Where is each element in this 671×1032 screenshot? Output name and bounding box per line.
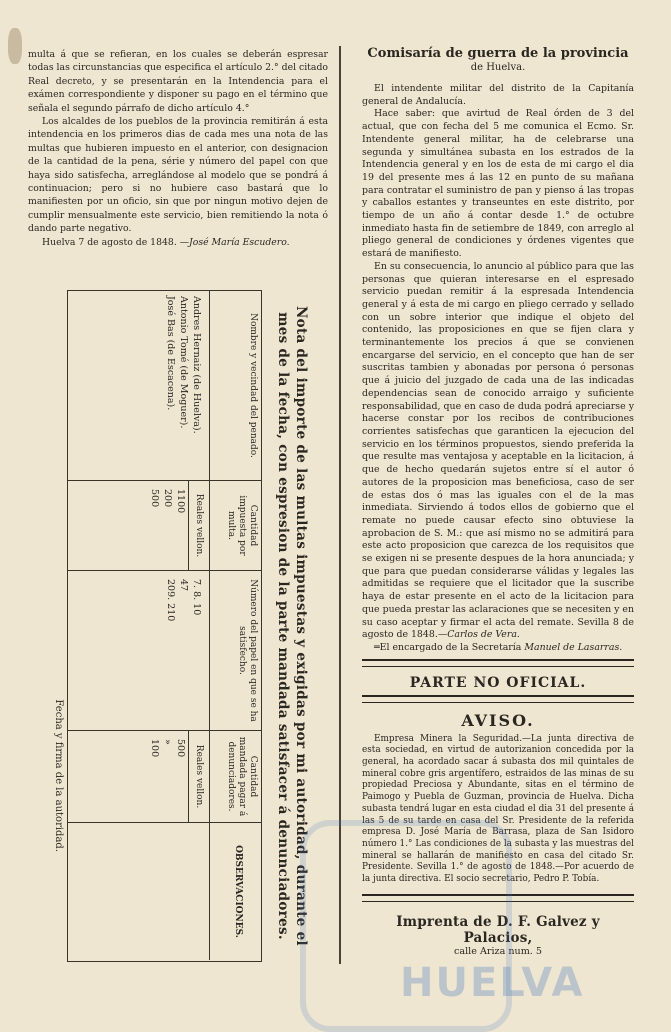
column-names — [68, 291, 261, 481]
section-rule-bottom — [362, 695, 634, 703]
watermark-text: HUELVA — [400, 960, 585, 1006]
section-title: PARTE NO OFICIAL. — [409, 674, 587, 691]
notice-date: Sevilla 8 de agosto de 1848. — [362, 616, 634, 641]
denounce-cells — [148, 731, 187, 822]
table-cell-name: Antonio Tomé (de Moguer). — [178, 296, 189, 429]
table-cell-name: Andres Hernaiz (de Huelva). — [191, 296, 202, 434]
secretary-name: Manuel de Lasarras. — [524, 641, 623, 653]
notice-subheading: de Huelva. — [470, 62, 526, 73]
column-divider — [339, 46, 341, 964]
left-signature-date: Huelva 7 de agosto de 1848. — [42, 236, 177, 248]
notice-paragraph-2-text: En su consecuencia, lo anuncio al público para que las personas que quieran interesarse en el espresado servicio puedan remitir á la espresada Intendencia general y á esta de mi cargo en pliego cerrado y sellado con un sobre interior que indique el objeto del contenido, las proposiciones en que se fijen clara y terminantemente los precios á que se convienen encargarse del servicio, en el concepto que han de ser suscritas tambien y abonadas por persona ó personas que á juicio del juzgado de cada una de las indicadas dependencias sean de conocido arraigo y suficiente responsabilidad, que en caso de duda podrá apreciarse y hacerse constar por los recibos de contribuciones corrientes satisfechas que garanticen la ejecucion del servicio en los términos propuestos, siendo preferida la que resulte mas ventajosa y aceptable en la licitacion, á que de hecho quedarán sujetos entre sí el autor ó autores de la proposicion mas beneficiosa, caso de ser de estas dos ó mas las iguales con el de la mas inmediata. Sirviendo á todos ellos de gobierno que el remate no puede causar efecto sino obtuviese la aprobacion de S. M.: que así mismo no se admitirá para este acto proposicion que carezca de los requisitos que se exigen ni se presente despues de la hora anunciada; y que para que puedan considerarse válidas y legales las admitidas se requiere que el licitador que la suscribe haya de estar presente en el acto de la licitacion para que pueda prestar las aclaraciones que se necesiten y en su caso aceptar y firmar el acta del remate. — [362, 260, 634, 628]
section-rule-top — [362, 659, 634, 667]
header-denounce-unit: Reales vellon. — [188, 731, 209, 822]
header-names: Nombre y vecindad del penado. — [209, 291, 261, 480]
printer-rule — [362, 894, 634, 902]
column-denounce — [68, 731, 261, 823]
header-observations: OBSERVACIONES. — [209, 823, 261, 960]
fines-table-rotated — [55, 290, 310, 962]
secretary-line: ═El encargado de la Secretaría Manuel de Lasarras. — [374, 641, 623, 653]
fines-table — [67, 290, 262, 962]
fines-table-region — [55, 290, 310, 962]
paper-tear-mark — [8, 28, 22, 64]
printer-name: Imprenta de D. F. Galvez y Palacios, — [396, 913, 600, 946]
left-signature — [28, 236, 328, 249]
table-cell-amount: 1100 — [175, 489, 186, 514]
left-signature-name: —José María Escudero. — [179, 236, 290, 248]
amount-cells — [148, 481, 187, 570]
left-paragraph-1: multa á que se refieran, en los cuales se deberán espresar todas las circunstancias que especifica el artículo 2.° del citado Real decreto, y se presentarán en la Intendencia para el exámen correspondiente y disponer su pago en el término que señala el segundo párrafo de dicho artículo 4.° — [28, 49, 329, 114]
paper-cells — [164, 571, 203, 730]
table-cell-amount: 200 — [162, 489, 173, 508]
table-cell-name: José Bas (de Escacena). — [165, 296, 176, 411]
aviso-text: Empresa Minera la Seguridad.—La junta directiva de esta sociedad, en virtud de autorizanion concedida por la general, ha acordado sacar á subasta dos mil quintales de mineral cobre gris argentífero, estraidos de las minas de su propiedad Preciosa y Abundante, sitas en el término de Paimogo y Puebla de Guzman, provincia de Huelva. Dicha subasta tendrá lugar en esta ciudad el dia 31 del presente á las 5 de su tarde en casa del Sr. Presidente de la referida empresa D. José María de Barrasa, plaza de San Isidoro número 1.° Las condiciones de la subasta y las muestras del mineral se hallarán de manifiesto en casa del citado Sr. Presidente. Sevilla 1.° de agosto de 1848.—Por acuerdo de la junta directiva. El socio secretario, Pedro P. Tobía. — [362, 733, 634, 885]
header-denounce: Cantidad mandada pagar á denunciadores. — [209, 731, 261, 822]
notice-signer: Carlos de Vera. — [447, 629, 520, 641]
printer-address: calle Ariza num. 5 — [453, 945, 543, 957]
secretary-label: El encargado de la Secretaría — [379, 641, 522, 653]
notice-heading: Comisaría de guerra de la provincia — [367, 46, 629, 61]
column-amount — [68, 481, 261, 571]
table-footnote: Fecha y firma de la autoridad. — [53, 699, 64, 852]
aviso-title: AVISO. — [461, 710, 535, 730]
table-cell-paper: 7. 8. 10 — [191, 579, 202, 616]
column-paper — [68, 571, 261, 731]
header-amount-unit: Reales vellon. — [188, 481, 209, 570]
notice-paragraph-2: En su consecuencia, lo anuncio al público para que las personas que quieran interesarse en el espresado servicio puedan remitir á la espresada Intendencia general y á esta de mi cargo en pliego cerrado y sellado con un sobre interior que indique el objeto del contenido, las proposiciones en que se fijen clara y terminantemente los precios á que se convienen encargarse del servicio, en el concepto que han de ser suscritas tambien y abonadas por persona ó personas que á juicio del juzgado de cada una de las indicadas dependencias sean de conocido arraigo y suficiente responsabilidad, que en caso de duda podrá apreciarse y hacerse constar por los recibos de contribuciones corrientes satisfechas que garanticen la ejecucion del servicio en los términos propuestos, siendo preferida la que resulte mas ventajosa y aceptable en la licitacion, á que de hecho quedarán sujetos entre sí el autor ó autores de la proposicion mas beneficiosa, caso de ser de estas dos ó mas las iguales con el de la mas inmediata. Sirviendo á todos ellos de gobierno que el remate no puede causar efecto sino obtuviese la aprobacion de S. M.: que así mismo no se admitirá para este acto proposicion que carezca de los requisitos que se exigen ni se presente despues de la hora anunciada; y que para que puedan considerarse válidas y legales las admitidas se requiere que el licitador que la suscribe haya de estar presente en el acto de la licitacion para que pueda prestar las aclaraciones que se necesiten y en su caso aceptar y firmar el acta del remate. Sevilla 8 de agosto de 1848.—Carlos de Vera. — [362, 260, 634, 641]
table-cell-denounce: 100 — [149, 739, 160, 758]
header-paper: Número del papel en que se ha satisfecho. — [209, 571, 261, 730]
notice-paragraph-1: Hace saber: que avirtud de Real órden de 3 del actual, que con fecha del 5 me comunica el Ecmo. Sr. Intendente general militar, ha de celebrarse una segunda y simultánea subasta en los estrados de la Intendencia general y en los de esta de mi cargo el dia 19 del presente mes á las 12 en punto de su mañana para contratar el suministro de pan y pienso á las tropas y caballos estantes y transeuntes en este distrito, por tiempo de un año á contar desde 1.° de octubre inmediato hasta fin de setiembre de 1849, con arreglo al pliego general de condiciones y órdenes vigentes que estará de manifiesto. — [362, 108, 634, 260]
table-cell-denounce: 500 — [175, 739, 186, 758]
names-cells — [164, 291, 203, 480]
left-column — [28, 48, 328, 249]
table-cell-amount: 500 — [149, 489, 160, 508]
fines-table-title: Nota del importe de las multas impuestas y exigidas por mi autoridad, durante el mes de la fecha, con espresion de la parte mandada satisfacer á denunciadores. — [275, 306, 309, 946]
table-cell-paper: 47 — [178, 579, 189, 592]
table-cell-paper: 209. 210 — [165, 579, 176, 622]
table-cell-denounce: » — [162, 739, 173, 745]
right-column — [362, 46, 634, 957]
column-observations — [68, 823, 261, 960]
left-paragraph-2: Los alcaldes de los pueblos de la provincia remitirán á esta intendencia en los primeros dias de cada mes una nota de las multas que hubieren impuesto en el anterior, con designacion de la cantidad de la pena, série y número del papel con que haya sido satisfecha, arreglándose al modelo que se pondrá á continuacion; pero si no hubiere caso bastará que lo manifiesten por un oficio, sin que por ningun motivo dejen de cumplir mensualmente este servicio, bien remitiendo la nota ó dando parte negativo. — [28, 116, 328, 235]
header-amount: Cantidad impuesta por multa. — [209, 481, 261, 570]
notice-intro: El intendente militar del distrito de la Capitanía general de Andalucía. — [362, 83, 634, 107]
